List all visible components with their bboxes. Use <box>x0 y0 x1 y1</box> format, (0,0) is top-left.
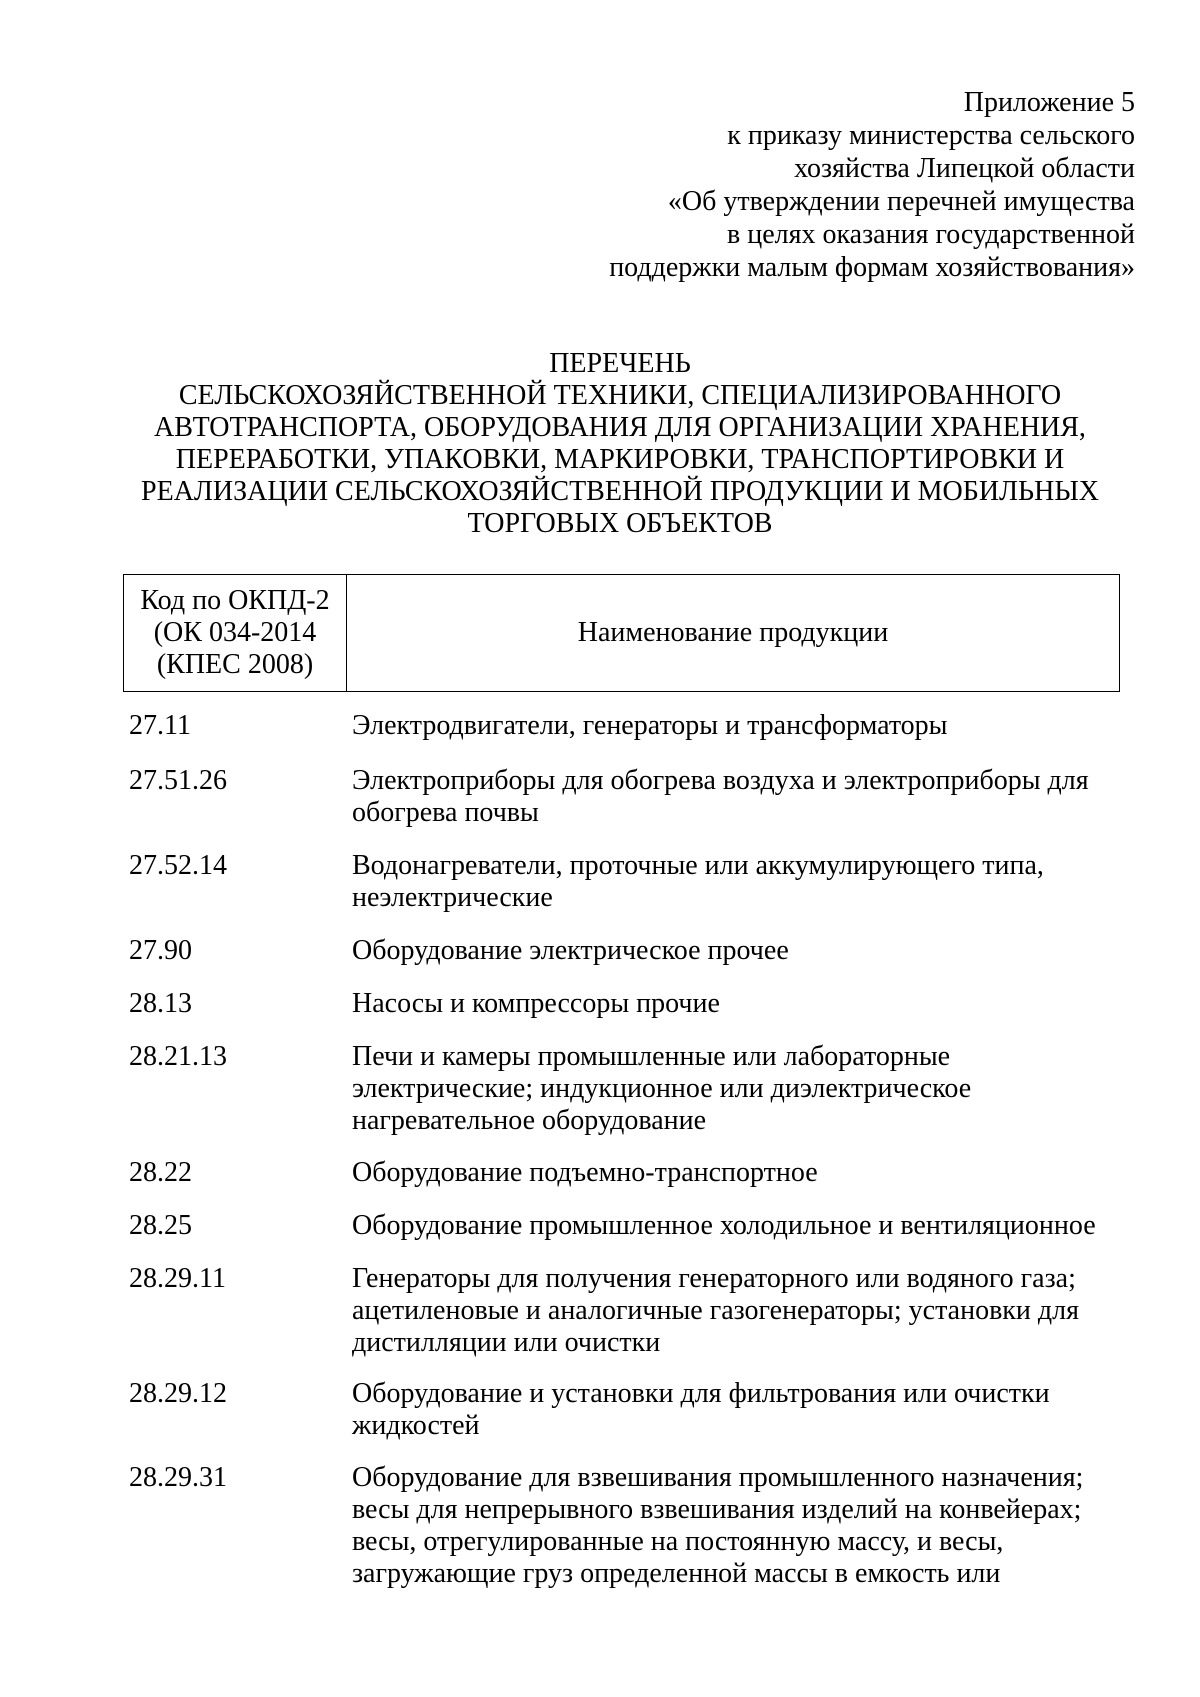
product-name-line: Оборудование подъемно-транспортное <box>352 1157 818 1188</box>
title-line: АВТОТРАНСПОРТА, ОБОРУДОВАНИЯ ДЛЯ ОРГАНИЗАЦИИ ХРАНЕНИЯ, <box>154 412 1086 443</box>
okpd-code: 28.29.11 <box>129 1263 226 1294</box>
okpd-code: 28.25 <box>129 1210 192 1241</box>
appendix-line: хозяйства Липецкой области <box>794 153 1135 184</box>
product-name-line: Оборудование промышленное холодильное и вентиляционное <box>352 1210 1096 1241</box>
okpd-code: 28.22 <box>129 1157 192 1188</box>
product-name <box>352 1462 1132 1590</box>
header-code-line: (КПЕС 2008) <box>156 649 314 680</box>
header-code-cell <box>124 575 347 691</box>
product-name-line: Оборудование для взвешивания промышленного назначения; <box>352 1462 1084 1493</box>
table-header <box>123 574 1120 692</box>
title-line: СЕЛЬСКОХОЗЯЙСТВЕННОЙ ТЕХНИКИ, СПЕЦИАЛИЗИРОВАННОГО <box>178 380 1062 411</box>
header-code-line: Код по ОКПД-2 <box>140 585 330 616</box>
product-name <box>352 765 1132 829</box>
header-name-cell: Наименование продукции <box>577 617 889 648</box>
appendix-line: поддержки малым формам хозяйствования» <box>609 252 1135 283</box>
product-name-line: электрические; индукционное или диэлектрическое <box>352 1073 972 1104</box>
product-name <box>352 1263 1132 1359</box>
appendix-note <box>609 86 1135 284</box>
product-name <box>352 988 1132 1020</box>
product-name <box>352 1378 1132 1442</box>
product-name-line: весы для непрерывного взвешивания изделий на конвейерах; <box>352 1494 1082 1525</box>
product-name-line: дистилляции или очистки <box>352 1327 661 1358</box>
product-name <box>352 1041 1132 1137</box>
header-code-line: (ОК 034-2014 <box>153 617 317 648</box>
okpd-code: 28.13 <box>129 988 192 1019</box>
product-name-line: обогрева почвы <box>352 797 539 828</box>
product-name-line: загружающие груз определенной массы в емкость или <box>352 1558 1001 1589</box>
title-line: РЕАЛИЗАЦИИ СЕЛЬСКОХОЗЯЙСТВЕННОЙ ПРОДУКЦИИ И МОБИЛЬНЫХ <box>141 476 1099 507</box>
okpd-code: 28.29.31 <box>129 1462 227 1493</box>
okpd-code: 27.51.26 <box>129 765 227 796</box>
product-name-line: Печи и камеры промышленные или лабораторные <box>352 1041 951 1072</box>
product-name <box>352 935 1132 967</box>
okpd-code: 28.29.12 <box>129 1378 227 1409</box>
appendix-line: Приложение 5 <box>963 87 1135 118</box>
product-name-line: Оборудование и установки для фильтрования или очистки <box>352 1378 1050 1409</box>
okpd-code: 27.52.14 <box>129 850 227 881</box>
product-name-line: Электроприборы для обогрева воздуха и электроприборы для <box>352 765 1089 796</box>
product-name-line: Насосы и компрессоры прочие <box>352 988 720 1019</box>
product-name <box>352 1210 1132 1242</box>
appendix-line: «Об утверждении перечней имущества <box>667 186 1135 217</box>
product-name-line: неэлектрические <box>352 882 553 913</box>
product-name-line: весы, отрегулированные на постоянную массу, и весы, <box>352 1526 1004 1557</box>
appendix-line: в целях оказания государственной <box>727 219 1135 250</box>
appendix-line: к приказу министерства сельского <box>727 120 1135 151</box>
product-name-line: Оборудование электрическое прочее <box>352 935 789 966</box>
product-name <box>352 850 1132 914</box>
product-name <box>352 710 1132 742</box>
product-name-line: Водонагреватели, проточные или аккумулирующего типа, <box>352 850 1044 881</box>
product-name-line: ацетиленовые и аналогичные газогенераторы; установки для <box>352 1295 1079 1326</box>
document-title <box>120 348 1120 540</box>
okpd-code: 27.11 <box>129 710 191 741</box>
title-line: ПЕРЕЧЕНЬ <box>549 348 691 379</box>
title-line: ТОРГОВЫХ ОБЪЕКТОВ <box>467 508 773 539</box>
okpd-code: 28.21.13 <box>129 1041 227 1072</box>
okpd-code: 27.90 <box>129 935 192 966</box>
product-name-line: Электродвигатели, генераторы и трансформаторы <box>352 710 948 741</box>
product-name <box>352 1157 1132 1189</box>
product-name-line: нагревательное оборудование <box>352 1105 707 1136</box>
product-name-line: жидкостей <box>352 1410 480 1441</box>
product-name-line: Генераторы для получения генераторного или водяного газа; <box>352 1263 1076 1294</box>
title-line: ПЕРЕРАБОТКИ, УПАКОВКИ, МАРКИРОВКИ, ТРАНСПОРТИРОВКИ И <box>175 444 1065 475</box>
